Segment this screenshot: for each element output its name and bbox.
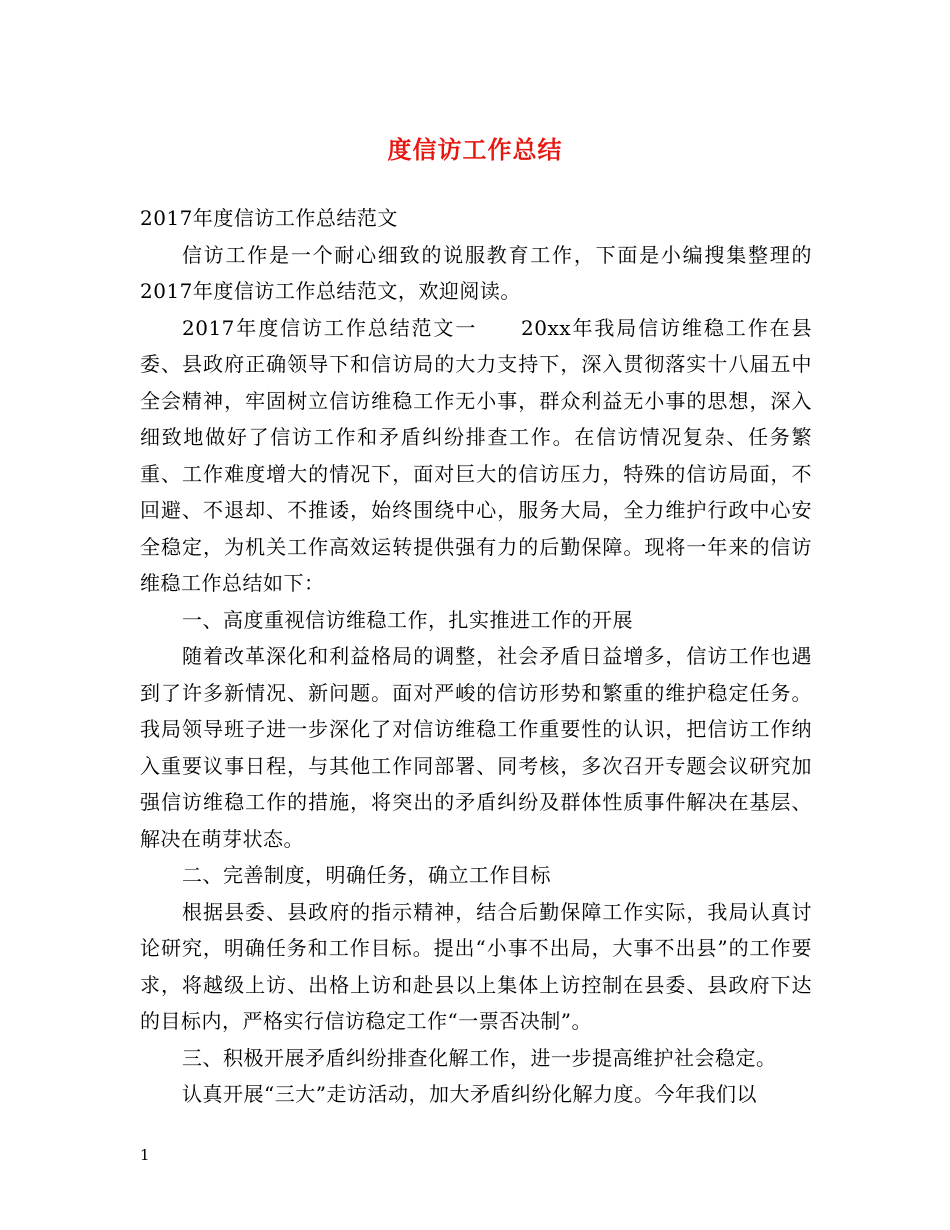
section-heading: 一、高度重视信访维稳工作，扎实推进工作的开展	[182, 607, 633, 632]
paragraph: 根据县委、县政府的指示精神，结合后勤保障工作实际，我局认真讨论研究，明确任务和工作目标。提出“小事不出局，大事不出县”的工作要求，将越级上访、出格上访和赴县以上集体上访控制在县委、县政府下达的目标内，严格实行信访稳定工作“一票否决制”。	[140, 899, 812, 1033]
paragraph: 随着改革深化和利益格局的调整，社会矛盾日益增多，信访工作也遇到了许多新情况、新问题。面对严峻的信访形势和繁重的维护稳定任务。我局领导班子进一步深化了对信访维稳工作重要性的认识，把信访工作纳入重要议事日程，与其他工作同部署、同考核，多次召开专题会议研究加强信访维稳工作的措施，将突出的矛盾纠纷及群体性质事件解决在基层、解决在萌芽状态。	[140, 644, 812, 851]
document-title: 度信访工作总结	[387, 136, 563, 164]
section-heading: 二、完善制度，明确任务，确立工作目标	[182, 863, 551, 887]
page-number: 1	[140, 1146, 150, 1164]
section-heading: 三、积极开展矛盾纠纷排查化解工作，进一步提高维护社会稳定。	[182, 1045, 777, 1070]
paragraph-heading: 2017年度信访工作总结范文	[140, 206, 398, 230]
paragraph: 2017年度信访工作总结范文一 20xx年我局信访维稳工作在县委、县政府正确领导下和信访局的大力支持下，深入贯彻落实十八届五中全会精神，牢固树立信访维稳工作无小事，群众利益无小事的思想，深入细致地做好了信访工作和矛盾纠纷排查工作。在信访情况复杂、任务繁重、工作难度增大的情况下，面对巨大的信访压力，特殊的信访局面，不回避、不退却、不推诿，始终围绕中心，服务大局，全力维护行政中心安全稳定，为机关工作高效运转提供强有力的后勤保障。现将一年来的信访维稳工作总结如下：	[140, 315, 812, 595]
paragraph: 信访工作是一个耐心细致的说服教育工作，下面是小编搜集整理的2017年度信访工作总结范文，欢迎阅读。	[140, 242, 812, 303]
paragraph: 认真开展“三大”走访活动，加大矛盾纠纷化解力度。今年我们以	[182, 1082, 757, 1106]
document-body	[140, 200, 812, 1113]
